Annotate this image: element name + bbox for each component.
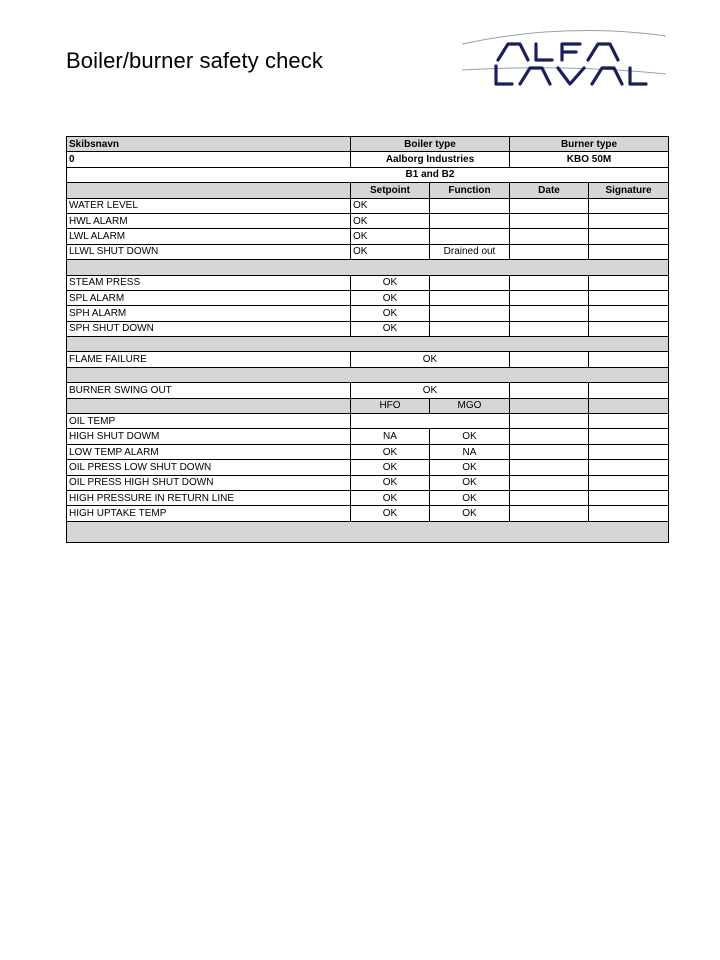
fuel-header-row — [67, 398, 669, 413]
mgo-label: MGO — [430, 398, 510, 413]
table-row: STEAM PRESS OK — [67, 275, 669, 290]
date-cell[interactable] — [510, 244, 589, 259]
signature-cell[interactable] — [589, 475, 669, 490]
setpoint-label: Setpoint — [351, 183, 430, 198]
signature-cell[interactable] — [589, 444, 669, 459]
alfa-laval-logo — [458, 26, 672, 96]
date-cell[interactable] — [510, 444, 589, 459]
date-cell[interactable] — [510, 352, 589, 367]
signature-cell[interactable] — [589, 414, 669, 429]
separator-row — [67, 367, 669, 382]
signature-cell[interactable] — [589, 213, 669, 228]
table-row: BURNER SWING OUT OK — [67, 383, 669, 398]
page-title: Boiler/burner safety check — [66, 48, 323, 73]
function-label: Function — [430, 183, 510, 198]
date-cell[interactable] — [510, 290, 589, 305]
header-values-row — [67, 152, 669, 167]
ship-name-value: 0 — [67, 152, 351, 167]
date-cell[interactable] — [510, 213, 589, 228]
table-row: HIGH PRESSURE IN RETURN LINE OK OK — [67, 490, 669, 505]
date-cell[interactable] — [510, 414, 589, 429]
table-row: SPL ALARM OK — [67, 290, 669, 305]
date-cell[interactable] — [510, 490, 589, 505]
table-row: FLAME FAILURE OK — [67, 352, 669, 367]
group-label: B1 and B2 — [405, 169, 455, 181]
burner-type-label: Burner type — [510, 137, 669, 152]
table-row: SPH ALARM OK — [67, 306, 669, 321]
boiler-type-value: Aalborg Industries — [351, 152, 510, 167]
table-row: HIGH SHUT DOWM NA OK — [67, 429, 669, 444]
safety-check-table — [66, 136, 669, 543]
date-cell[interactable] — [510, 475, 589, 490]
signature-cell[interactable] — [589, 383, 669, 398]
date-cell[interactable] — [510, 506, 589, 521]
table-row: OIL TEMP — [67, 414, 669, 429]
date-label: Date — [510, 183, 589, 198]
signature-cell[interactable] — [589, 352, 669, 367]
date-cell[interactable] — [510, 306, 589, 321]
table-row: SPH SHUT DOWN OK — [67, 321, 669, 336]
subheader-row — [67, 183, 669, 198]
table-row: LLWL SHUT DOWN OK Drained out — [67, 244, 669, 259]
signature-cell[interactable] — [589, 460, 669, 475]
separator-row — [67, 260, 669, 275]
table-row: LOW TEMP ALARM OK NA — [67, 444, 669, 459]
date-cell[interactable] — [510, 383, 589, 398]
table-row: HWL ALARM OK — [67, 213, 669, 228]
signature-cell[interactable] — [589, 306, 669, 321]
date-cell[interactable] — [510, 198, 589, 213]
date-cell[interactable] — [510, 321, 589, 336]
table-row: HIGH UPTAKE TEMP OK OK — [67, 506, 669, 521]
logo-graphic — [458, 26, 672, 96]
signature-cell[interactable] — [589, 244, 669, 259]
signature-cell[interactable] — [589, 290, 669, 305]
date-cell[interactable] — [510, 460, 589, 475]
hfo-label: HFO — [351, 398, 430, 413]
group-row — [67, 167, 669, 182]
burner-type-value: KBO 50M — [510, 152, 669, 167]
table-row: OIL PRESS HIGH SHUT DOWN OK OK — [67, 475, 669, 490]
table-row: LWL ALARM OK — [67, 229, 669, 244]
signature-label: Signature — [589, 183, 669, 198]
signature-cell[interactable] — [589, 506, 669, 521]
table-row: WATER LEVEL OK — [67, 198, 669, 213]
date-cell[interactable] — [510, 229, 589, 244]
signature-cell[interactable] — [589, 321, 669, 336]
table-row: OIL PRESS LOW SHUT DOWN OK OK — [67, 460, 669, 475]
signature-cell[interactable] — [589, 229, 669, 244]
signature-cell[interactable] — [589, 490, 669, 505]
boiler-type-label: Boiler type — [351, 137, 510, 152]
date-cell[interactable] — [510, 275, 589, 290]
ship-name-label: Skibsnavn — [67, 137, 351, 152]
separator-row — [67, 337, 669, 352]
signature-cell[interactable] — [589, 429, 669, 444]
signature-cell[interactable] — [589, 198, 669, 213]
footer-bar — [67, 521, 669, 542]
signature-cell[interactable] — [589, 275, 669, 290]
date-cell[interactable] — [510, 429, 589, 444]
header-row — [67, 137, 669, 152]
